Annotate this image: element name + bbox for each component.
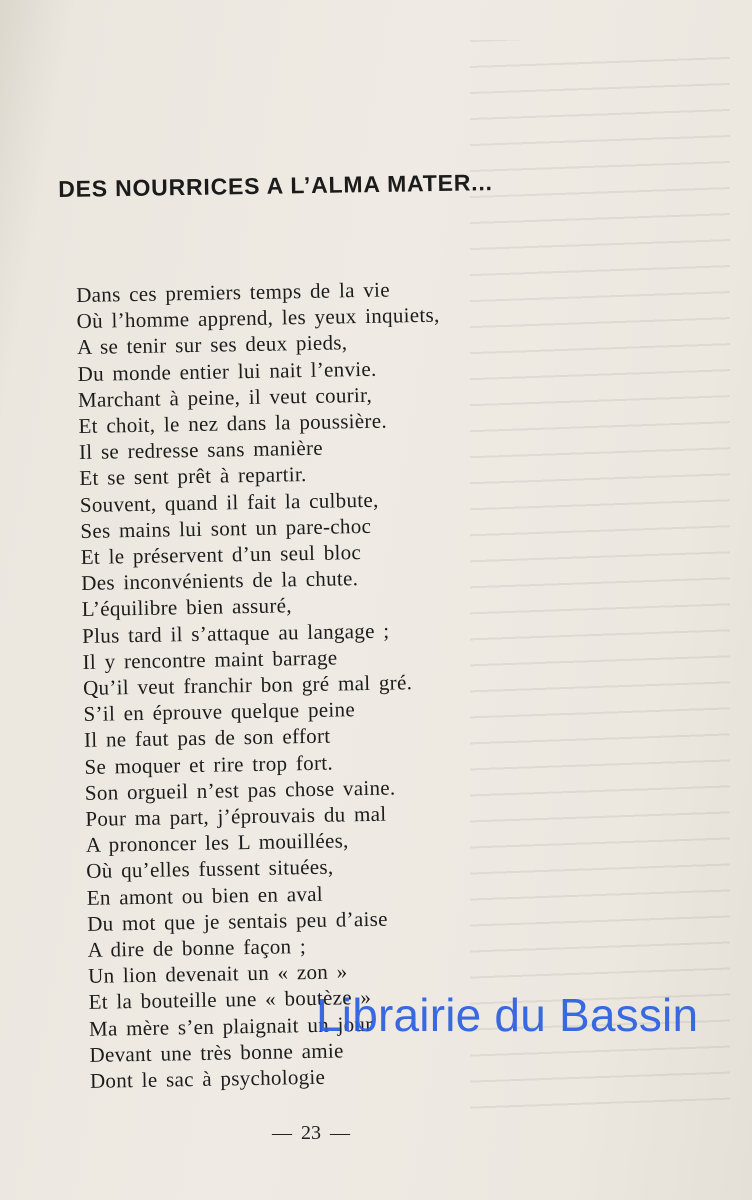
- poem-line: A dire de bonne façon ;: [87, 934, 307, 962]
- chapter-title: DES NOURRICES A L’ALMA MATER...: [58, 169, 493, 202]
- poem-body: [76, 276, 453, 1095]
- poem-line: Ma mère s’en plaignait un jour: [88, 1011, 373, 1041]
- poem-line: Où qu’elles fussent situées,: [86, 855, 334, 884]
- poem-line: Devant une très bonne amie: [89, 1038, 344, 1067]
- poem-line: Qu’il veut franchir bon gré mal gré.: [82, 670, 413, 700]
- poem-line: Et choit, le nez dans la poussière.: [78, 408, 388, 438]
- poem-line: Du monde entier lui nait l’envie.: [77, 356, 377, 386]
- poem-line: Ses mains lui sont un pare-choc: [80, 513, 372, 543]
- poem-line: L’équilibre bien assuré,: [81, 593, 293, 622]
- bookseller-watermark: Librairie du Bassin: [316, 989, 699, 1041]
- poem-line: Du mot que je sentais peu d’aise: [86, 906, 388, 936]
- poem-line: Il se redresse sans manière: [78, 435, 324, 465]
- page-number: — 23 —: [272, 1122, 350, 1144]
- poem-line: Et le préservent d’un seul bloc: [80, 540, 362, 569]
- poem-line: S’il en éprouve quelque peine: [83, 697, 356, 727]
- poem-line: Pour ma part, j’éprouvais du mal: [85, 801, 387, 831]
- poem-line: Dont le sac à psychologie: [89, 1064, 326, 1093]
- poem-line: Son orgueil n’est pas chose vaine.: [84, 775, 396, 805]
- poem-line: Souvent, quand il fait la culbute,: [79, 487, 379, 517]
- poem-line: En amont ou bien en aval: [86, 881, 324, 910]
- poem-line: Marchant à peine, il veut courir,: [77, 382, 373, 412]
- poem-line: Et la bouteille une « boutèze »: [88, 985, 372, 1015]
- show-through-text: [470, 40, 730, 1120]
- poem-line: Un lion devenait un « zon »: [87, 959, 348, 989]
- poem-line: Où l’homme apprend, les yeux inquiets,: [76, 302, 440, 334]
- poem-line: Il ne faut pas de son effort: [83, 724, 331, 753]
- poem-line: Dans ces premiers temps de la vie: [76, 277, 391, 307]
- poem-line: Se moquer et rire trop fort.: [84, 750, 334, 779]
- poem-line: Plus tard il s’attaque au langage ;: [81, 618, 390, 648]
- poem-line: A prononcer les L mouillées,: [85, 828, 349, 858]
- poem-line: Des inconvénients de la chute.: [81, 566, 359, 596]
- poem-line: A se tenir sur ses deux pieds,: [76, 330, 348, 360]
- poem-line: Il y rencontre maint barrage: [82, 645, 338, 674]
- poem-line: Et se sent prêt à repartir.: [79, 462, 307, 491]
